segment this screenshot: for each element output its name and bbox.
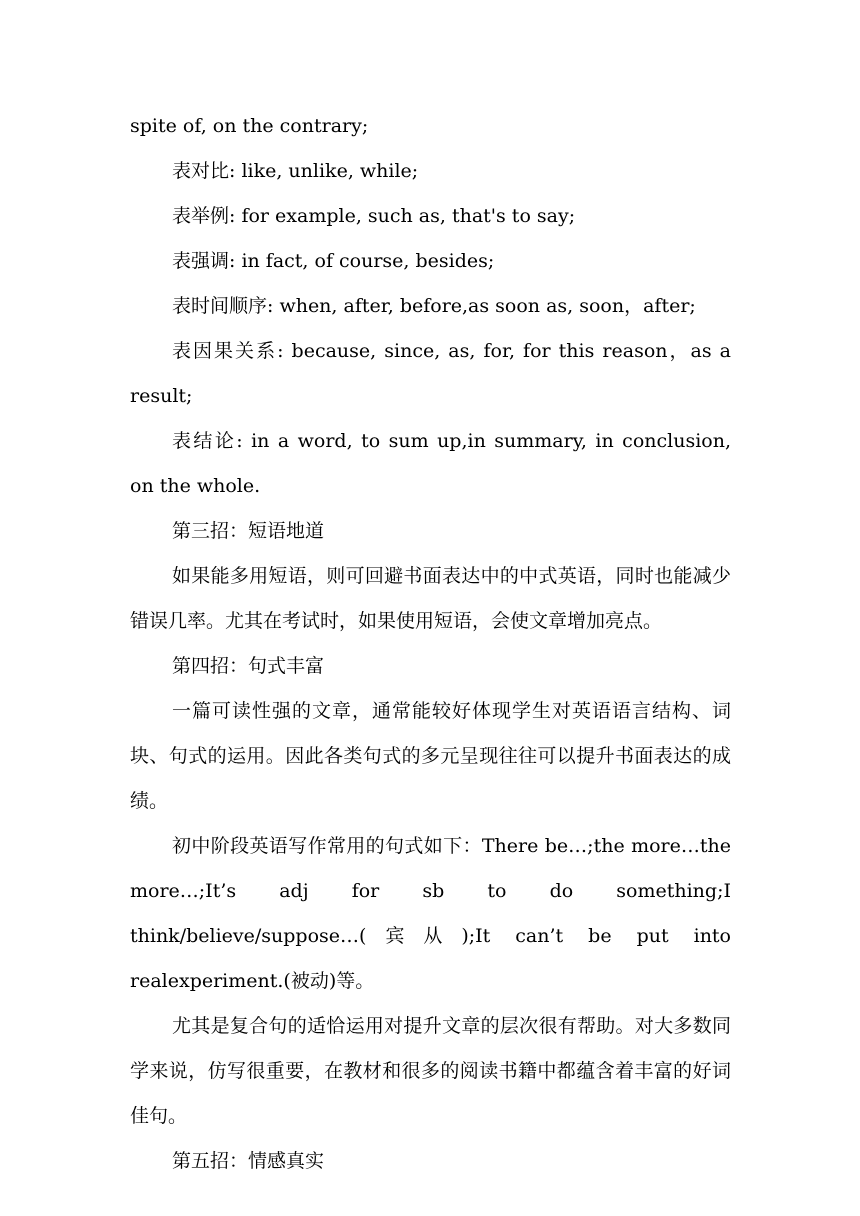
- paragraph-phrases: 如果能多用短语，则可回避书面表达中的中式英语，同时也能减少错误几率。尤其在考试时，如果使用短语，会使文章增加亮点。: [130, 565, 731, 632]
- paragraph-conclusion-words: 表结论: in a word, to sum up,in summary, in conclusion, on the whole.: [130, 430, 731, 497]
- paragraph-complex-sentences: 尤其是复合句的适恰运用对提升文章的层次很有帮助。对大多数同学来说，仿写很重要，在教材和很多的阅读书籍中都蕴含着丰富的好词佳句。: [130, 1015, 731, 1127]
- section-heading-4: 第四招：句式丰富: [172, 655, 325, 677]
- paragraph-emphasis-words: 表强调: in fact, of course, besides;: [172, 250, 495, 272]
- paragraph-common-patterns: 初中阶段英语写作常用的句式如下：There be…;the more…the more…;It’s adj for sb to do something;I think/believe/suppose…(宾从);It can’t be put into realexperiment.(被动)等。: [130, 835, 731, 992]
- section-heading-5: 第五招：情感真实: [172, 1150, 325, 1172]
- paragraph-continuation: spite of, on the contrary;: [130, 115, 369, 137]
- paragraph-contrast-words: 表对比: like, unlike, while;: [172, 160, 419, 182]
- paragraph-time-order-words: 表时间顺序: when, after, before,as soon as, soon，after;: [172, 295, 696, 317]
- paragraph-sentence-variety: 一篇可读性强的文章，通常能较好体现学生对英语语言结构、词块、句式的运用。因此各类句式的多元呈现往往可以提升书面表达的成绩。: [130, 700, 731, 812]
- document-body: [130, 104, 731, 1184]
- paragraph-example-words: 表举例: for example, such as, that's to say;: [172, 205, 576, 227]
- section-heading-3: 第三招：短语地道: [172, 520, 325, 542]
- paragraph-cause-effect-words: 表因果关系: because, since, as, for, for this reason，as a result;: [130, 340, 731, 407]
